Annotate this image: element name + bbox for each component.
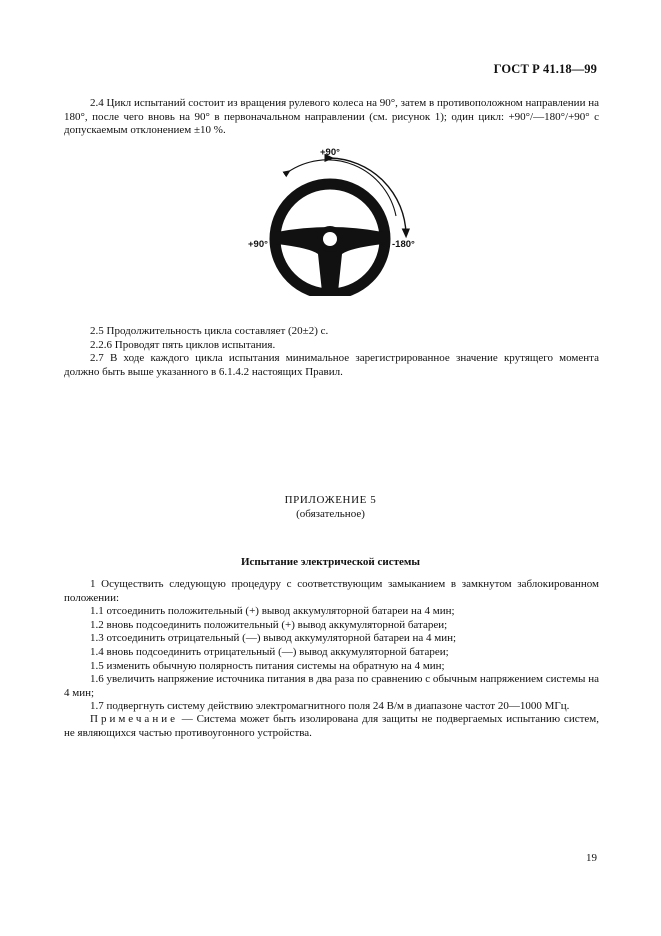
note-label: Примечание <box>90 713 178 725</box>
page-number: 19 <box>586 852 597 864</box>
paragraph-2-5: 2.5 Продолжительность цикла составляет (20±2) с. <box>90 325 329 337</box>
paragraph-2-4: 2.4 Цикл испытаний состоит из вращения рулевого колеса на 90°, затем в противоположном направлении на 180°, после чего вновь на 90° в первоначальном направлении (см. рисунок 1); один цикл: +90°/—180°/+90° с допускаемым отклонением ±10 %. <box>64 97 599 137</box>
paragraph-2-2-6: 2.2.6 Проводят пять циклов испытания. <box>90 338 276 351</box>
section-heading: Испытание электрической системы <box>240 556 420 568</box>
procedure-section <box>64 578 599 714</box>
appendix-title: ПРИЛОЖЕНИЕ 5 <box>284 494 377 506</box>
figure-label-left: +90° <box>248 239 268 250</box>
note-text: — Система может быть изолирована для защиты не подвергаемых испытанию систем, не являющихся частью противоугонного устройства. <box>64 713 599 739</box>
steering-wheel-hub-center <box>323 232 337 246</box>
note-paragraph <box>64 713 599 740</box>
procedure-intro: 1 Осуществить следующую процедуру с соответствующим замыканием в замкнутом заблокированном положении: <box>64 578 599 604</box>
list-item: 1.7 подвергнуть систему действию электромагнитного поля 24 В/м в диапазоне частот 20—1000 МГц. <box>90 700 570 713</box>
section-2-4 <box>64 97 599 138</box>
figure-label-top: +90° <box>320 147 340 158</box>
list-item: 1.3 отсоединить отрицательный (—) вывод аккумуляторной батареи на 4 мин; <box>90 632 457 645</box>
section-2-5 <box>64 325 599 379</box>
paragraph-2-7: 2.7 В ходе каждого цикла испытания минимальное зарегистрированное значение крутящего момента должно быть выше указанного в 6.1.4.2 настоящих Правил. <box>64 352 599 378</box>
appendix-subtitle: (обязательное) <box>296 508 365 520</box>
steering-wheel-figure <box>230 144 430 296</box>
figure-label-right: -180° <box>392 239 415 250</box>
note-section <box>64 713 599 740</box>
list-item: 1.2 вновь подсоединить положительный (+) вывод аккумуляторной батареи; <box>90 618 448 631</box>
list-item: 1.4 вновь подсоединить отрицательный (—) вывод аккумуляторной батареи; <box>90 645 449 658</box>
list-item: 1.5 изменить обычную полярность питания системы на обратную на 4 мин; <box>90 659 445 672</box>
list-item: 1.1 отсоединить положительный (+) вывод аккумуляторной батареи на 4 мин; <box>90 605 455 618</box>
list-item: 1.6 увеличить напряжение источника питания в два раза по сравнению с обычным напряжением системы на 4 мин; <box>64 673 599 699</box>
document-code: ГОСТ Р 41.18—99 <box>493 62 597 76</box>
